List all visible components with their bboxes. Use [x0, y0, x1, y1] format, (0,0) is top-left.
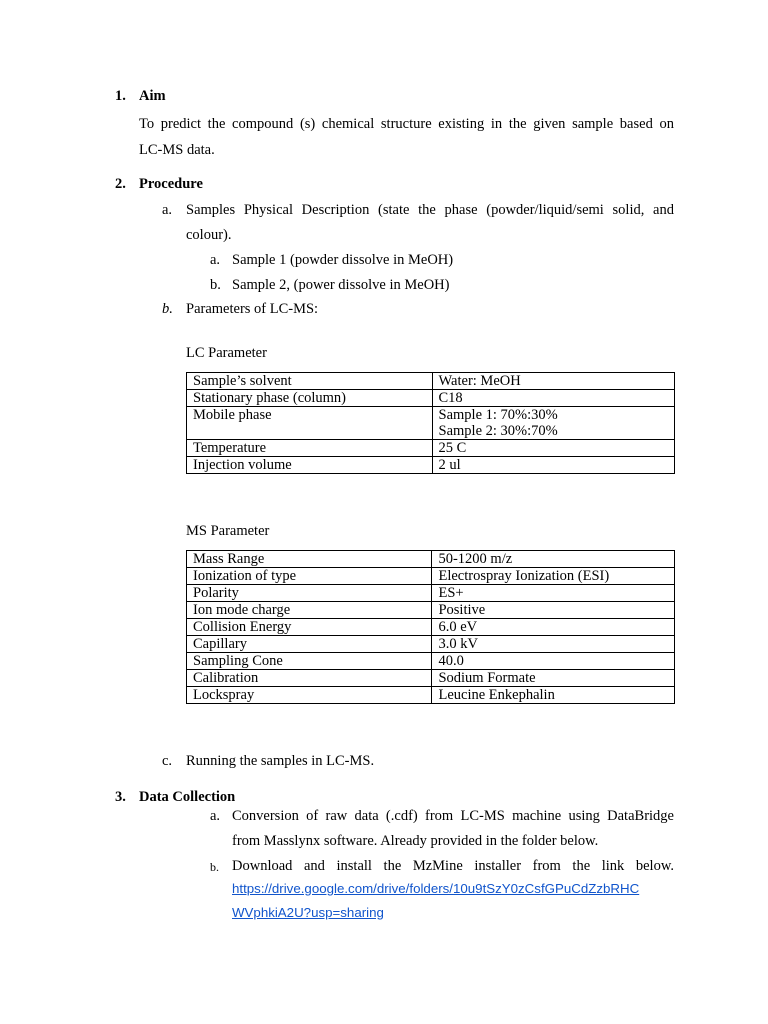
drive-link-line-1[interactable]: https://drive.google.com/drive/folders/10u9tSzY0zCsfGPuCdZzbRHC: [232, 881, 640, 896]
drive-link-line-2[interactable]: WVphkiA2U?usp=sharing: [232, 905, 384, 920]
item-c-text: Running the samples in LC-MS.: [186, 753, 375, 769]
table-row: [187, 551, 675, 568]
ms-parameter-table: [186, 550, 675, 704]
sample-1-description: Sample 1 (powder dissolve in MeOH): [232, 252, 454, 268]
table-row: [187, 373, 675, 390]
table-cell: Capillary: [187, 636, 432, 653]
table-row: [187, 585, 675, 602]
table-cell: Lockspray: [187, 687, 432, 704]
table-cell: 3.0 kV: [432, 636, 675, 653]
table-row: [187, 670, 675, 687]
item-b-text: Parameters of LC-MS:: [186, 301, 319, 317]
mobile-phase-sample-2: Sample 2: 30%:70%: [438, 423, 558, 439]
mobile-phase-sample-1: Sample 1: 70%:30%: [438, 407, 558, 423]
section-1-number: 1.: [115, 88, 126, 104]
table-row: [187, 457, 675, 474]
lc-parameter-table: [186, 372, 675, 474]
table-row: [187, 636, 675, 653]
table-cell: Leucine Enkephalin: [432, 687, 675, 704]
table-cell: 2 ul: [432, 457, 674, 474]
lc-table-caption: LC Parameter: [186, 345, 267, 361]
data-item-a-line-2: from Masslynx software. Already provided in the folder below.: [232, 833, 599, 849]
data-item-b-marker: b.: [210, 860, 219, 874]
table-cell: Calibration: [187, 670, 432, 687]
table-cell: 40.0: [432, 653, 675, 670]
table-cell: Sampling Cone: [187, 653, 432, 670]
data-item-b-line-1: Download and install the MzMine installer from the link below.: [232, 858, 674, 874]
ms-table-caption: MS Parameter: [186, 523, 270, 539]
aim-text-line-2: LC-MS data.: [139, 142, 215, 158]
table-cell: 25 C: [432, 440, 674, 457]
table-row: [187, 440, 675, 457]
table-cell: Electrospray Ionization (ESI): [432, 568, 675, 585]
sub-item-marker: a.: [210, 252, 221, 268]
table-cell: Ionization of type: [187, 568, 432, 585]
table-cell: Sodium Formate: [432, 670, 675, 687]
table-cell: C18: [432, 390, 674, 407]
data-item-a-line-1: Conversion of raw data (.cdf) from LC-MS machine using DataBridge: [232, 808, 674, 824]
section-3-title: Data Collection: [139, 789, 236, 805]
aim-text-line-1: To predict the compound (s) chemical structure existing in the given sample based on: [139, 116, 674, 132]
sub-item-marker: b.: [210, 277, 221, 293]
table-cell: Water: MeOH: [432, 373, 674, 390]
table-row: [187, 687, 675, 704]
table-cell: 50-1200 m/z: [432, 551, 675, 568]
item-b-marker: b.: [162, 301, 173, 317]
item-a-line-2: colour).: [186, 227, 232, 243]
table-cell: Temperature: [187, 440, 433, 457]
table-cell: Ion mode charge: [187, 602, 432, 619]
table-row: [187, 390, 675, 407]
data-item-a-marker: a.: [210, 808, 221, 824]
table-cell: Injection volume: [187, 457, 433, 474]
section-2-title: Procedure: [139, 176, 203, 192]
table-cell: Collision Energy: [187, 619, 432, 636]
table-cell: [432, 407, 674, 440]
table-row: [187, 568, 675, 585]
item-a-marker: a.: [162, 202, 173, 218]
item-a-line-1: Samples Physical Description (state the phase (powder/liquid/semi solid, and: [186, 202, 674, 218]
section-1-title: Aim: [139, 88, 166, 104]
table-row: [187, 407, 675, 440]
sample-2-description: Sample 2, (power dissolve in MeOH): [232, 277, 450, 293]
table-cell: Stationary phase (column): [187, 390, 433, 407]
section-3-number: 3.: [115, 789, 126, 805]
section-2-number: 2.: [115, 176, 126, 192]
table-cell: Mobile phase: [187, 407, 433, 440]
item-c-marker: c.: [162, 753, 173, 769]
table-row: [187, 619, 675, 636]
table-cell: Polarity: [187, 585, 432, 602]
table-cell: 6.0 eV: [432, 619, 675, 636]
table-cell: Mass Range: [187, 551, 432, 568]
table-row: [187, 653, 675, 670]
table-cell: Positive: [432, 602, 675, 619]
table-cell: Sample’s solvent: [187, 373, 433, 390]
table-row: [187, 602, 675, 619]
table-cell: ES+: [432, 585, 675, 602]
